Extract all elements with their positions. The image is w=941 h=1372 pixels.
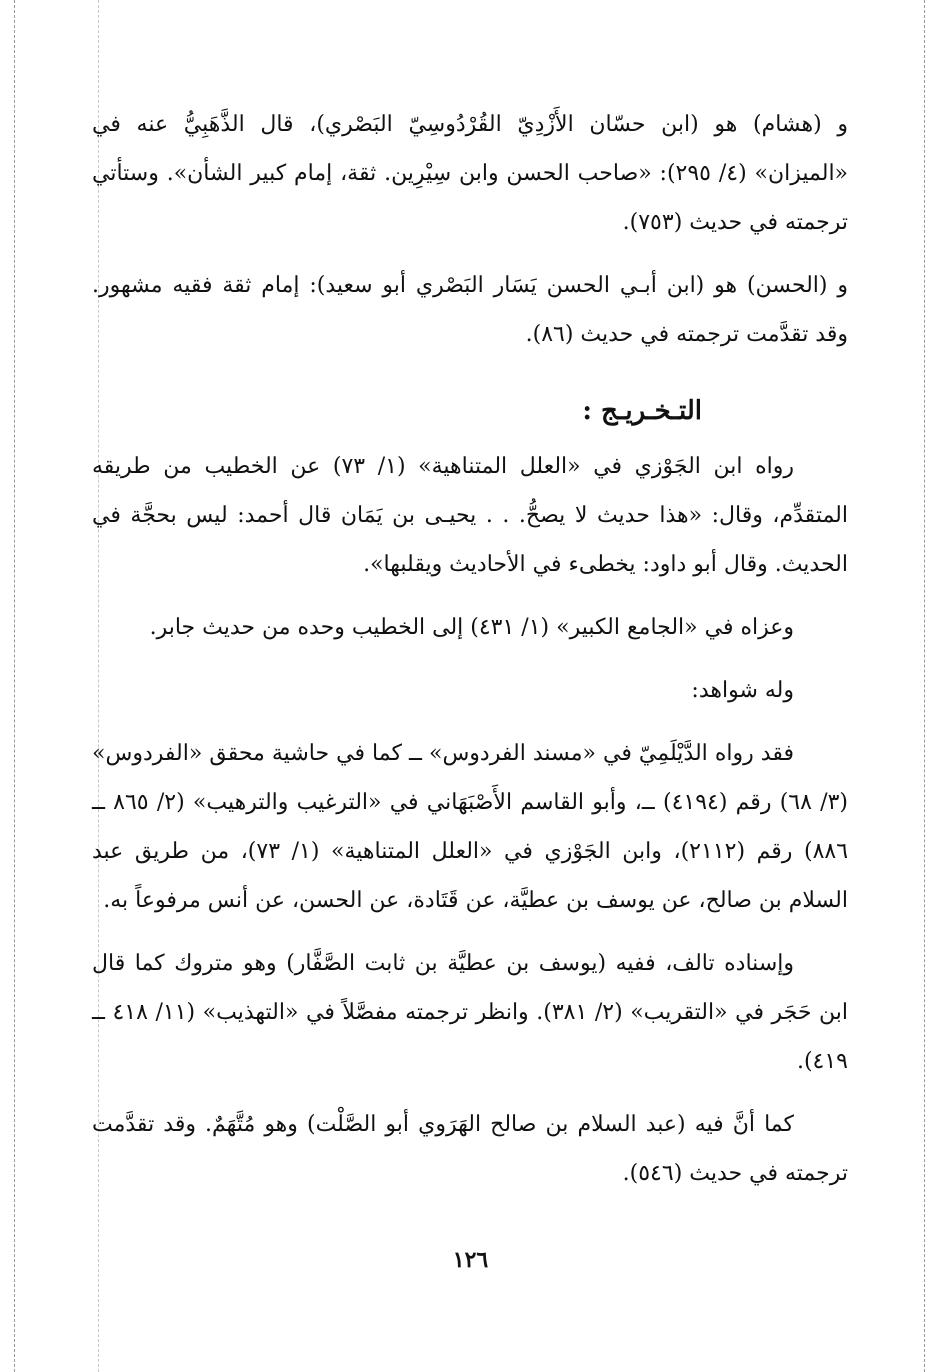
page-number: ١٢٦ xyxy=(452,1247,489,1273)
section-heading-takhrij: التـخـريـج : xyxy=(582,396,702,426)
scan-guide-line-right xyxy=(924,0,925,1372)
scan-guide-line-left xyxy=(14,0,15,1372)
paragraph-takhrij-ibn-jawzi: رواه ابن الجَوْزي في «العلل المتناهية» (١/ ٧٣) عن الخطيب من طريقه المتقدِّم، وقال: «هذا حديث لا يصحُّ. . . يحيـى بن يَمَان قال أحمد: ليس بحجَّة في الحديث. وقال أبو داود: يخطىء في الأحاديث ويقلبها». xyxy=(92,454,848,577)
page-body xyxy=(92,100,848,1212)
paragraph-hasan: و (الحسن) هو (ابن أبـي الحسن يَسَار البَصْري أبو سعيد): إمام ثقة فقيه مشهور. وقد تقدَّمت ترجمته في حديث (٨٦). xyxy=(92,273,848,347)
paragraph-shawahid: فقد رواه الدَّيْلَمِيّ في «مسند الفردوس» ــ كما في حاشية محقق «الفردوس» (٣/ ٦٨) رقم (٤١٩٤) ــ، وأبو القاسم الأَصْبَهَاني في «الترغيب والترهيب» (٢/ ٨٦٥ ــ ٨٨٦) رقم (٢١١٢)، وابن الجَوْزي في «العلل المتناهية» (١/ ٧٣)، من طريق عبد السلام بن صالح، عن يوسف بن عطيَّة، عن قَتَادة، عن الحسن، عن أنس مرفوعاً به. xyxy=(92,741,849,913)
paragraph-hisham: و (هشام) هو (ابن حسّان الأَزْدِيّ القُرْدُوسِيّ البَصْري)، قال الذَّهَبِيُّ عنه في «الميزان» (٤/ ٢٩٥): «صاحب الحسن وابن سِيْرِين. ثقة، إمام كبير الشأن». وستأتي ترجمته في حديث (٧٥٣). xyxy=(92,112,849,235)
paragraph-muttaham: كما أنَّ فيه (عبد السلام بن صالح الهَرَوي أبو الصَّلْت) وهو مُتَّهَمٌ. وقد تقدَّمت ترجمته في حديث (٥٤٦). xyxy=(92,1112,848,1186)
paragraph-isnad: وإسناده تالف، ففيه (يوسف بن عطيَّة بن ثابت الصَّفَّار) وهو متروك كما قال ابن حَجَر في «التقريب» (٢/ ٣٨١). وانظر ترجمته مفصَّلاً في «التهذيب» (١١/ ٤١٨ ــ ٤١٩). xyxy=(92,951,849,1074)
paragraph-shawahid-label: وله شواهد: xyxy=(691,678,794,703)
paragraph-takhrij-jami: وعزاه في «الجامع الكبير» (١/ ٤٣١) إلى الخطيب وحده من حديث جابر. xyxy=(149,615,794,640)
